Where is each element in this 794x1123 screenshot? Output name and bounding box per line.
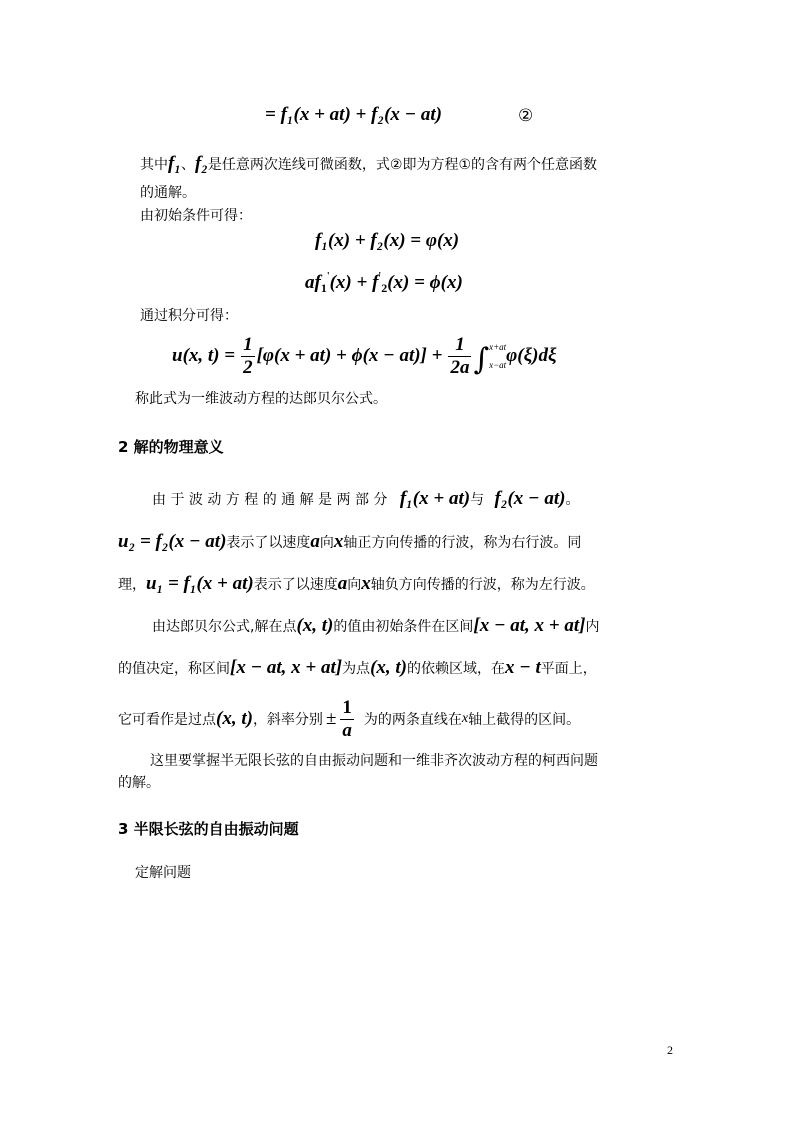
paragraph-integration: 通过积分可得： xyxy=(140,308,238,324)
paragraph-dependence-2 xyxy=(118,657,597,679)
text: 由 于 波 动 方 程 的 通 解 是 两 部 分 xyxy=(152,492,388,508)
text: ，斜率分别 xyxy=(252,712,323,728)
text: 向 xyxy=(347,577,362,593)
general-solution-equation: = f₁(x + at) + f₂(x − at) xyxy=(265,104,443,125)
plus-minus: ± xyxy=(325,708,337,729)
page-number: 2 xyxy=(667,1043,673,1057)
equation-tag: ② xyxy=(518,106,534,126)
fraction-numerator: 1 xyxy=(243,333,253,355)
paragraph-dalembert-name: 称此式为一维波动方程的达郎贝尔公式。 xyxy=(135,391,387,407)
math-x: x xyxy=(361,573,371,594)
math-interval: [x − at, x + at] xyxy=(230,657,343,678)
text: 表示了以速度 xyxy=(253,577,338,593)
text: 的值由初始条件在区间 xyxy=(333,619,474,635)
math-a: a xyxy=(337,573,348,594)
math: (x) + f xyxy=(329,272,379,293)
text: 与 xyxy=(470,492,485,508)
math-f2: f₂ xyxy=(194,153,208,174)
text: 为点 xyxy=(342,661,371,677)
formula-middle: [φ(x + at) + ϕ(x − at)] + xyxy=(256,345,443,366)
math-u1: u₁ = f₁(x + at) xyxy=(146,573,254,594)
paragraph-summary-1: 这里要掌握半无限长弦的自由振动问题和一维非齐次波动方程的柯西问题 xyxy=(150,753,598,769)
text: 向 xyxy=(319,535,334,551)
math-a: a xyxy=(310,531,320,552)
paragraph-left-wave xyxy=(118,573,595,595)
sub-1: 1 xyxy=(320,281,327,295)
fraction-one-over-a xyxy=(340,697,354,742)
prime: ' xyxy=(378,271,382,282)
text: 、 xyxy=(180,157,195,173)
fraction-denominator: a xyxy=(342,719,352,741)
section-heading-2: 2 解的物理意义 xyxy=(118,438,224,456)
integral-upper-limit: x+at xyxy=(489,342,507,352)
paragraph-dependence-3 xyxy=(118,693,580,745)
math-plane: x − t xyxy=(505,657,541,678)
paragraph-physical-meaning-1 xyxy=(152,488,579,510)
text: 理， xyxy=(118,577,146,593)
text: 表示了以速度 xyxy=(226,535,311,551)
fraction-denominator: 2 xyxy=(243,356,253,378)
math-x: x xyxy=(333,531,344,552)
fraction-numerator: 1 xyxy=(342,696,352,718)
text: 是任意两次连线可微函数，式②即为方程①的含有两个任意函数 xyxy=(207,157,598,173)
text: 的值决定，称区间 xyxy=(118,661,230,677)
text: 轴上截得的区间。 xyxy=(468,712,581,728)
math-u2: u₂ = f₂(x − at) xyxy=(118,531,227,552)
text: 轴负方向传播的行波，称为左行波。 xyxy=(370,577,595,593)
text: 由达郎贝尔公式,解在点 xyxy=(152,619,297,635)
math-point: (x, t) xyxy=(370,657,407,678)
fraction-numerator: 1 xyxy=(448,334,471,357)
section-heading-3: 3 半限长弦的自由振动问题 xyxy=(118,820,299,838)
formula-lhs: u(x, t) = xyxy=(172,345,236,366)
integral-lower-limit: x−at xyxy=(489,360,507,370)
paragraph-f-definition xyxy=(140,153,597,175)
fraction-one-over-2a xyxy=(448,334,471,379)
integrand: φ(ξ)dξ xyxy=(506,345,557,366)
math: (x) = ϕ(x) xyxy=(387,272,463,293)
text: 。 xyxy=(565,492,580,508)
text: 内 xyxy=(585,619,600,635)
paragraph-f-definition-cont: 的通解。 xyxy=(140,185,196,201)
text: 为的两条直线在 xyxy=(363,712,462,728)
paragraph-dependence-1 xyxy=(152,615,599,637)
math-point: (x, t) xyxy=(216,708,253,729)
math-f2: f₂(x − at) xyxy=(494,488,566,509)
prime: ' xyxy=(326,271,330,282)
math: af xyxy=(305,272,321,293)
initial-condition-equation-1: f₁(x) + f₂(x) = φ(x) xyxy=(315,230,460,251)
integral-sign: ∫ xyxy=(473,341,490,377)
dalembert-formula xyxy=(172,330,557,382)
paragraph-right-wave xyxy=(118,531,581,553)
text: 其中 xyxy=(140,157,168,173)
text: 轴正方向传播的行波，称为右行波。同 xyxy=(343,535,582,551)
math-point: (x, t) xyxy=(296,615,334,636)
math-x: x xyxy=(461,711,469,726)
integral-limits xyxy=(489,338,506,374)
math-f1: f₁(x + at) xyxy=(399,488,471,509)
sub-2: 2 xyxy=(381,281,388,295)
initial-condition-equation-2 xyxy=(305,272,463,294)
paragraph-summary-2: 的解。 xyxy=(118,775,160,791)
math-f1: f₁ xyxy=(168,153,181,174)
fraction-half xyxy=(241,334,255,379)
paragraph-problem-definition: 定解问题 xyxy=(135,865,191,881)
text: 平面上， xyxy=(540,661,597,677)
text: 的依赖区域，在 xyxy=(407,661,505,677)
math-interval: [x − at, x + at] xyxy=(473,615,586,636)
paragraph-initial-conditions: 由初始条件可得： xyxy=(140,208,252,224)
fraction-denominator: 2a xyxy=(450,356,470,378)
text: 它可看作是过点 xyxy=(118,712,216,728)
